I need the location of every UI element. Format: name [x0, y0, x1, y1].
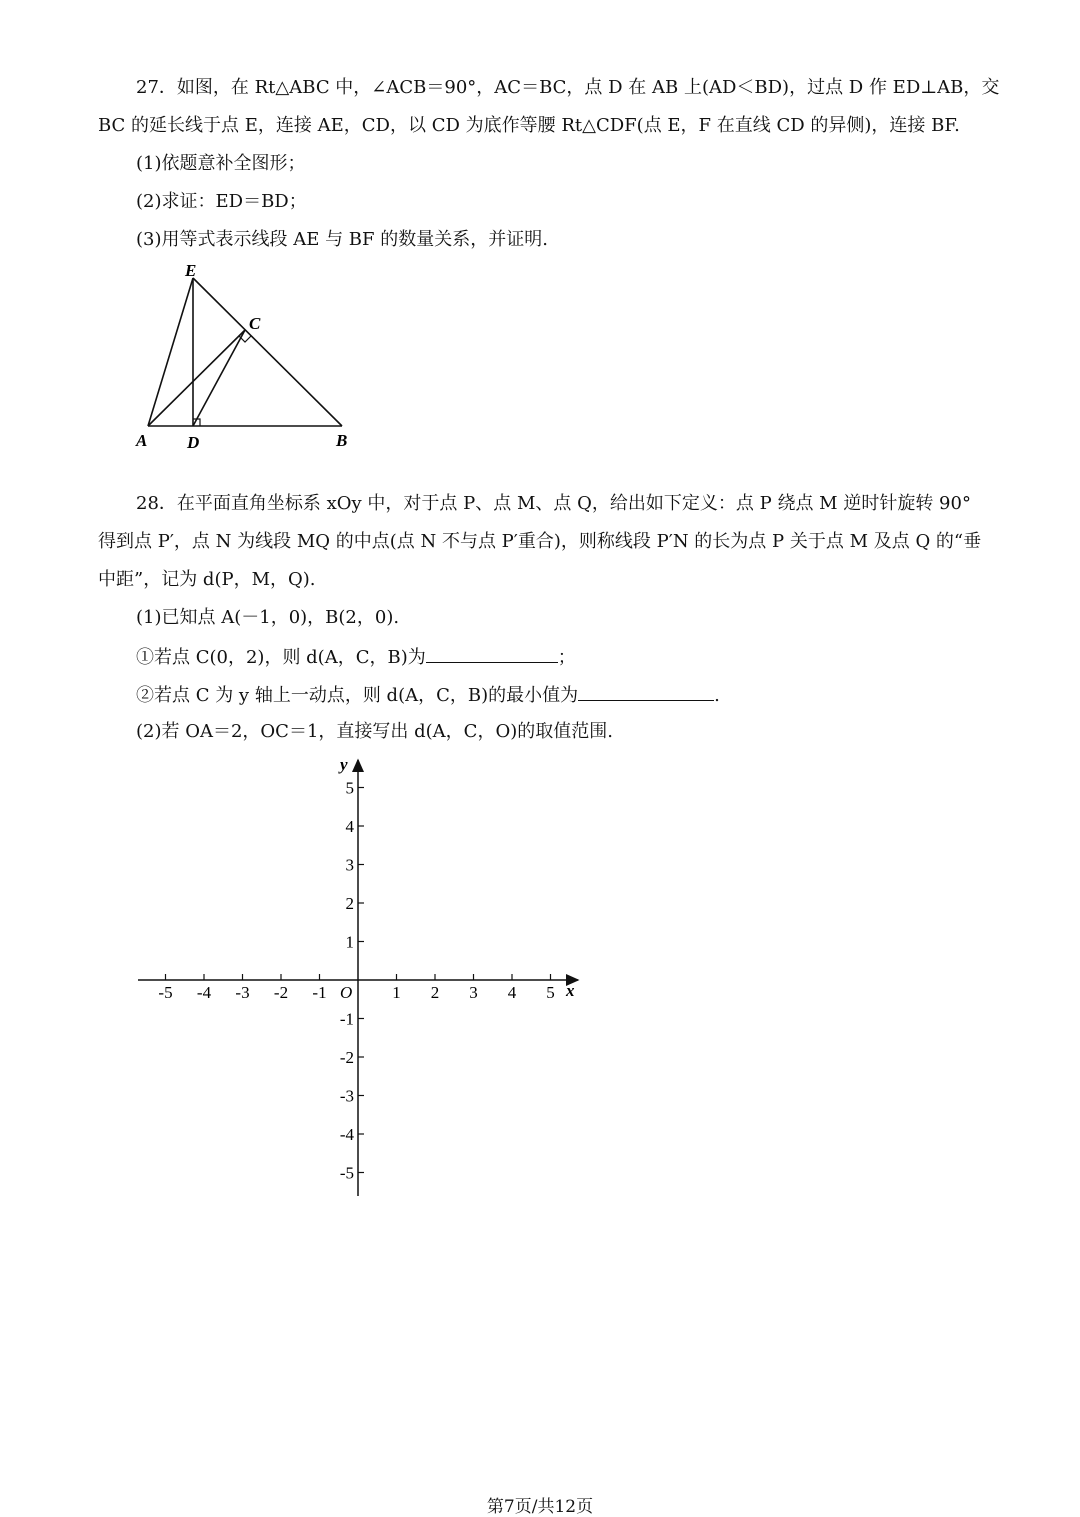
x-tick-label: 4: [507, 983, 517, 1002]
q28-part1: (1)已知点 A(－1，0)，B(2，0).: [136, 607, 400, 628]
q27-stem-line1: 27．如图，在 Rt△ABC 中，∠ACB＝90°，AC＝BC，点 D 在 AB 上(AD＜BD)，过点 D 作 ED⊥AB，交: [136, 77, 1000, 98]
x-tick-label: 3: [469, 983, 478, 1002]
segment-eb: [193, 278, 342, 426]
q27-stem-line2: BC 的延长线于点 E，连接 AE，CD，以 CD 为底作等腰 Rt△CDF(点 E，F 在直线 CD 的异侧)，连接 BF.: [98, 115, 960, 136]
q28-stem-line3: 中距”，记为 d(P，M，Q).: [98, 569, 316, 590]
y-tick-label: 1: [345, 932, 354, 952]
page-footer: 第7页/共12页: [486, 1497, 594, 1517]
q27-part3: (3)用等式表示线段 AE 与 BF 的数量关系，并证明.: [136, 229, 548, 250]
q28-sub2-text: ②若点 C 为 y 轴上一动点，则 d(A，C，B)的最小值为: [136, 685, 579, 706]
y-tick-label: -5: [339, 1163, 354, 1183]
q27-part1: (1)依题意补全图形；: [136, 153, 306, 174]
label-b: B: [336, 431, 348, 450]
y-axis-label: y: [340, 755, 348, 774]
segment-cd: [193, 330, 245, 426]
x-tick-label: -5: [158, 983, 173, 1002]
q28-sub1-text: ①若点 C(0，2)，则 d(A，C，B)为: [136, 647, 426, 668]
q28-sub2-suffix: .: [714, 685, 720, 706]
y-tick-label: 5: [345, 778, 354, 798]
q27-triangle-figure: [130, 258, 370, 458]
y-tick-label: 3: [345, 855, 354, 875]
q28-sub1: [136, 644, 576, 670]
answer-blank-1[interactable]: [426, 644, 558, 663]
q28-part2: (2)若 OA＝2，OC＝1，直接写出 d(A，C，O)的取值范围.: [136, 721, 613, 742]
y-tick-label: -2: [339, 1048, 354, 1067]
x-tick-label: -1: [312, 983, 327, 1002]
origin-label: O: [340, 983, 353, 1002]
coordinate-grid: [130, 752, 590, 1202]
x-tick-label: 2: [430, 983, 440, 1002]
q28-stem-line1: 28．在平面直角坐标系 xOy 中，对于点 P、点 M、点 Q，给出如下定义：点 P 绕点 M 逆时针旋转 90°: [136, 493, 971, 514]
label-c: C: [249, 314, 261, 333]
answer-blank-2[interactable]: [578, 682, 714, 701]
y-tick-label: -4: [339, 1125, 354, 1144]
q27-part2: (2)求证：ED＝BD；: [136, 191, 307, 212]
label-e: E: [185, 261, 197, 280]
q28-sub2: [136, 682, 720, 708]
x-tick-label: -3: [235, 983, 250, 1002]
label-d: D: [187, 433, 200, 452]
y-tick-label: 4: [345, 817, 354, 836]
x-tick-label: 1: [392, 983, 401, 1002]
x-tick-label: 5: [546, 983, 555, 1002]
x-tick-label: -2: [273, 983, 289, 1002]
x-axis-label: x: [566, 981, 575, 1000]
x-tick-label: -4: [196, 983, 212, 1002]
q28-sub1-suffix: ；: [557, 647, 576, 668]
y-tick-label: -1: [339, 1009, 354, 1029]
q28-stem-line2: 得到点 P′，点 N 为线段 MQ 的中点(点 N 不与点 P′重合)，则称线段 P′N 的长为点 P 关于点 M 及点 Q 的“垂: [98, 531, 982, 552]
y-tick-label: -3: [339, 1086, 354, 1106]
label-a: A: [136, 431, 148, 450]
y-tick-label: 2: [345, 894, 354, 913]
